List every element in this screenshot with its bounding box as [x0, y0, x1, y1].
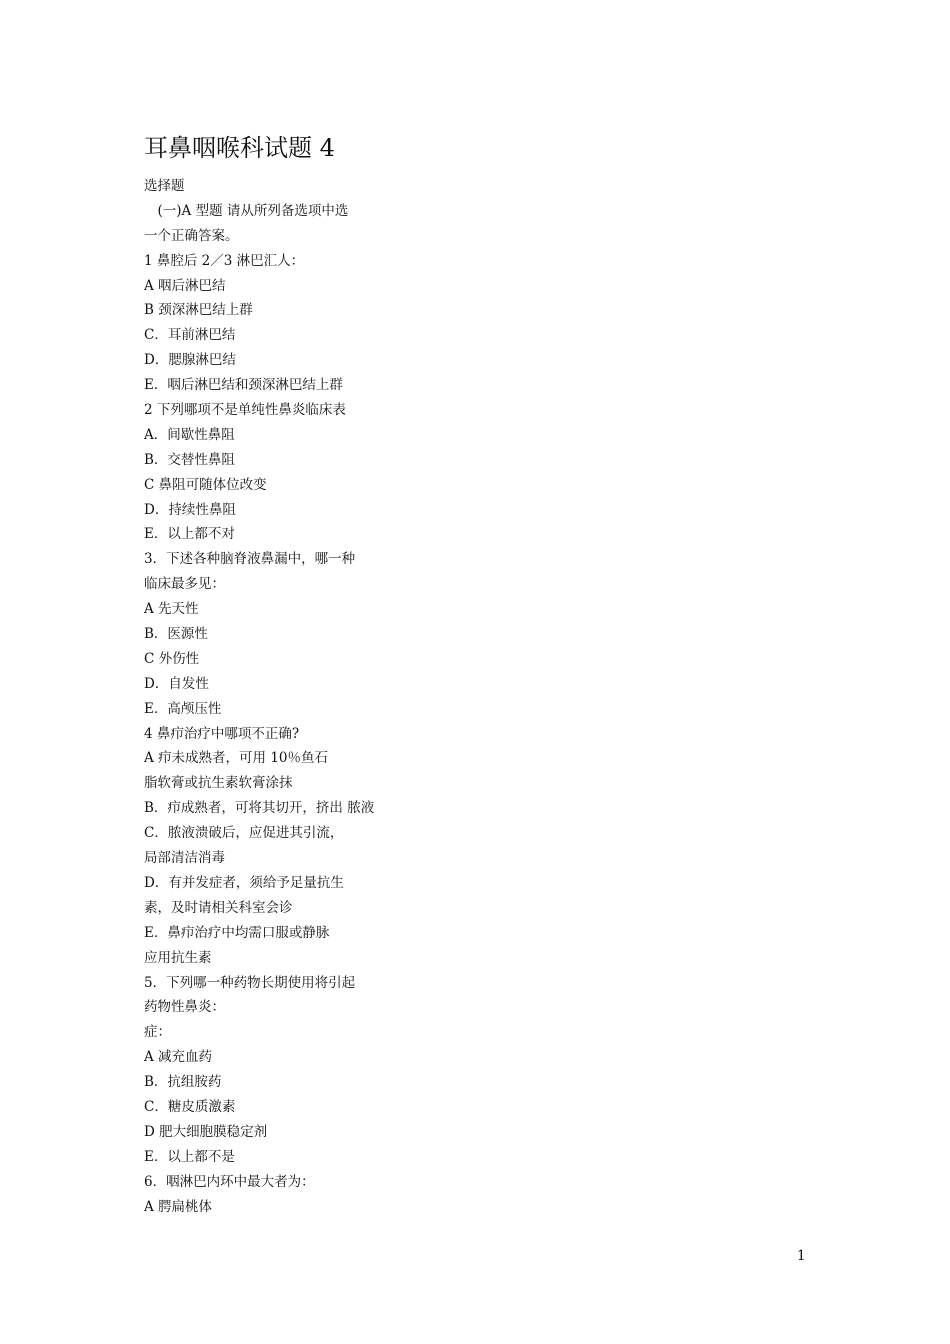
- text-line: B．医源性: [144, 626, 208, 643]
- text-line: A 减充血药: [144, 1049, 213, 1066]
- text-line: 4 鼻疖治疗中哪项不正确?: [144, 725, 300, 742]
- text-line: B．疖成熟者，可将其切开，挤出 脓液: [144, 800, 375, 817]
- text-line: E．咽后淋巴结和颈深淋巴结上群: [144, 377, 343, 394]
- text-line: 2 下列哪项不是单纯性鼻炎临床表: [144, 402, 346, 419]
- text-line: 症：: [144, 1024, 171, 1041]
- text-line: C．耳前淋巴结: [144, 327, 236, 344]
- text-line: A 咽后淋巴结: [144, 277, 226, 294]
- text-line: B．交替性鼻阻: [144, 451, 235, 468]
- text-line: 6．咽淋巴内环中最大者为：: [144, 1173, 315, 1190]
- text-line: 脂软膏或抗生素软膏涂抹: [144, 775, 293, 792]
- text-line: 选择题: [144, 178, 185, 194]
- page-number: 1: [797, 1248, 806, 1264]
- document-title: 耳鼻咽喉科试题 4: [144, 134, 335, 162]
- document-body: [144, 174, 374, 1219]
- text-line: E．鼻疖治疗中均需口服或静脉: [144, 924, 330, 941]
- text-line: E．以上都不是: [144, 1148, 235, 1165]
- text-line: 一个正确答案。: [144, 227, 239, 244]
- text-line: D．持续性鼻阻: [144, 501, 236, 518]
- text-line: 素，及时请相关科室会诊: [144, 899, 293, 916]
- text-line: A 疖未成熟者，可用 10％鱼石: [144, 750, 329, 767]
- text-line: C 外伤性: [144, 650, 200, 667]
- text-line: D．腮腺淋巴结: [144, 352, 236, 369]
- text-line: 5．下列哪一种药物长期使用将引起: [144, 974, 356, 991]
- text-line: 应用抗生素: [144, 949, 212, 966]
- text-line: 3．下述各种脑脊液鼻漏中，哪一种: [144, 551, 356, 568]
- text-line: C．糖皮质激素: [144, 1098, 236, 1115]
- text-line: E．以上都不对: [144, 526, 235, 543]
- text-line: C 鼻阻可随体位改变: [144, 476, 267, 493]
- text-line: (一)A 型题 请从所列备选项中选: [144, 202, 349, 219]
- text-line: A．间歇性鼻阻: [144, 426, 235, 443]
- text-line: D．有并发症者，须给予足量抗生: [144, 874, 344, 891]
- text-line: 药物性鼻炎：: [144, 999, 225, 1016]
- text-line: 临床最多见：: [144, 576, 225, 593]
- text-line: B 颈深淋巴结上群: [144, 302, 253, 319]
- text-line: A 先天性: [144, 601, 199, 618]
- text-line: 1 鼻腔后 2／3 淋巴汇人：: [144, 252, 305, 269]
- text-line: 局部清洁消毒: [144, 850, 225, 867]
- text-line: A 腭扁桃体: [144, 1198, 213, 1215]
- text-line: D．自发性: [144, 675, 209, 692]
- text-line: B．抗组胺药: [144, 1074, 222, 1091]
- text-line: D 肥大细胞膜稳定剂: [144, 1123, 268, 1140]
- text-line: C．脓液溃破后，应促进其引流，: [144, 825, 344, 842]
- text-line: E．高颅压性: [144, 700, 222, 717]
